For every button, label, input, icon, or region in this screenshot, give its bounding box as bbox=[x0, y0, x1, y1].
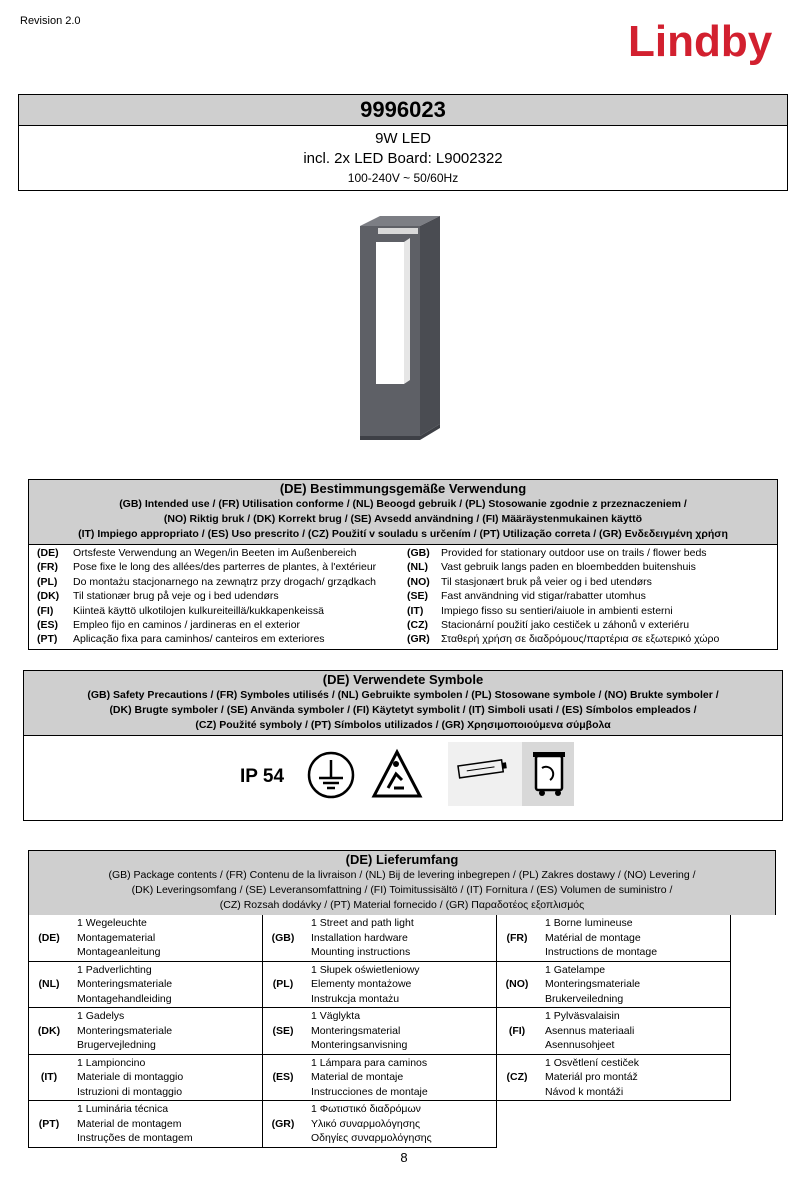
package-cell bbox=[497, 1055, 731, 1102]
use-text: Kiinteä käyttö ulkotilojen kulkureiteillä/kukkapenkeissä bbox=[73, 604, 324, 617]
package-item: Brugervejledning bbox=[77, 1039, 156, 1051]
package-item: 1 Osvětlení cestiček bbox=[545, 1056, 639, 1069]
package-item: Instrucciones de montaje bbox=[311, 1085, 428, 1098]
lang-code: (ES) bbox=[37, 619, 58, 632]
package-item: 1 Φωτιστικό διαδρόμων bbox=[311, 1103, 421, 1115]
package-cell bbox=[29, 915, 263, 962]
package-item: Asennus materiaali bbox=[545, 1024, 635, 1037]
ip-rating: IP 54 bbox=[240, 766, 285, 787]
package-items bbox=[537, 1008, 730, 1054]
package-item: Matérial de montage bbox=[545, 931, 641, 944]
lang-code: (PL) bbox=[37, 575, 58, 588]
use-text: Do montażu stacjonarnego na zewnątrz przy drogach/ grządkach bbox=[73, 575, 376, 588]
lang-code: (NO) bbox=[505, 978, 529, 991]
package-cell bbox=[29, 1101, 263, 1148]
package-item: Material de montaje bbox=[311, 1071, 404, 1083]
protective-earth-icon bbox=[306, 750, 356, 800]
use-text: Fast användning vid stigar/rabatter utomhus bbox=[441, 590, 646, 603]
package-item: Mounting instructions bbox=[311, 946, 411, 958]
package-item: Monteringsmateriale bbox=[77, 1024, 173, 1037]
package-item: Brukerveiledning bbox=[545, 992, 624, 1005]
package-contents-subtitle: (GB) Package contents / (FR) Contenu de la livraison / (NL) Bij de levering inbegrepen / (PL) Zakres dostawy / (NO) Levering / bbox=[108, 869, 696, 881]
brand-wordmark: Lindby bbox=[628, 17, 773, 66]
page-number: 8 bbox=[400, 1150, 408, 1165]
package-cell bbox=[29, 1008, 263, 1055]
intended-use-subtitle: (GB) Intended use / (FR) Utilisation conforme / (NL) Beoogd gebruik / (PL) Stosowanie zgodnie z przeznaczeniem / bbox=[119, 498, 687, 510]
lang-code: (PT) bbox=[37, 633, 58, 646]
package-item: Materiál pro montáž bbox=[545, 1071, 638, 1083]
package-cell bbox=[263, 1008, 497, 1055]
package-contents-title: (DE) Lieferumfang bbox=[345, 852, 459, 867]
lang-code: (GR) bbox=[407, 633, 430, 646]
package-item: 1 Gadelys bbox=[77, 1010, 125, 1022]
package-item: Οδηγίες συναρμολόγησης bbox=[311, 1132, 432, 1144]
lang-code: (GR) bbox=[271, 1117, 295, 1130]
intended-use-title: (DE) Bestimmungsgemäße Verwendung bbox=[279, 481, 527, 496]
lang-code: (SE) bbox=[407, 590, 428, 603]
package-item: 1 Street and path light bbox=[311, 917, 414, 929]
package-items bbox=[537, 915, 730, 961]
use-text: Pose fixe le long des allées/des parterres de plantes, à l'extérieur bbox=[73, 561, 377, 574]
led-board-info: incl. 2x LED Board: L9002322 bbox=[303, 150, 503, 167]
lang-code: (FI) bbox=[37, 604, 54, 617]
package-items bbox=[69, 915, 262, 961]
package-items bbox=[303, 1008, 496, 1054]
package-item: Montagematerial bbox=[77, 931, 156, 944]
package-items bbox=[69, 1101, 262, 1147]
recycle-icon bbox=[370, 748, 424, 802]
package-items bbox=[69, 1008, 262, 1054]
symbols-subtitle: (GB) Safety Precautions / (FR) Symboles utilisés / (NL) Gebruikte symbolen / (PL) Stosowane symbole / (NO) Brukte symboler / bbox=[87, 689, 719, 701]
package-item: 1 Gatelampe bbox=[545, 963, 606, 976]
package-item: 1 Luminária técnica bbox=[77, 1103, 169, 1115]
symbols-title: (DE) Verwendete Symbole bbox=[322, 672, 484, 687]
package-cell bbox=[29, 962, 263, 1009]
package-item: 1 Lampioncino bbox=[77, 1056, 146, 1069]
symbols-section bbox=[23, 670, 783, 821]
lang-code: (NL) bbox=[407, 561, 428, 574]
package-item: Monteringsmateriale bbox=[545, 978, 641, 990]
model-number: 9996023 bbox=[19, 95, 787, 126]
package-item: 1 Lámpara para caminos bbox=[311, 1056, 428, 1069]
intended-use-subtitle: (IT) Impiego appropriato / (ES) Uso prescrito / (CZ) Použití v souladu s určením / (PT) Utilização correta / (GR) Ενδεδειγμένη χρήση bbox=[78, 528, 728, 540]
power-rating: 9W LED bbox=[375, 130, 431, 147]
package-cell bbox=[497, 1008, 731, 1055]
product-header bbox=[18, 94, 788, 191]
package-item: Montagehandleiding bbox=[77, 992, 172, 1005]
symbols-body bbox=[24, 736, 782, 816]
symbols-subtitle: (DK) Brugte symboler / (SE) Använda symboler / (FI) Käytetyt symbolit / (IT) Simboli usati / (ES) Símbolos empleados / bbox=[109, 704, 697, 716]
use-text: Aplicação fixa para caminhos/ canteiros em exteriores bbox=[73, 633, 325, 646]
package-item: Monteringsmateriale bbox=[77, 978, 173, 990]
package-cell bbox=[263, 1101, 497, 1148]
package-cell bbox=[497, 962, 731, 1009]
package-item: Installation hardware bbox=[311, 931, 408, 944]
package-items bbox=[537, 962, 730, 1008]
lang-code: (CZ) bbox=[506, 1071, 528, 1084]
lang-code: (ES) bbox=[272, 1071, 294, 1084]
package-item: Monteringsmaterial bbox=[311, 1024, 401, 1037]
package-item: Monteringsanvisning bbox=[311, 1039, 408, 1051]
intended-use-section bbox=[28, 479, 778, 650]
package-item: 1 Pylväsvalaisin bbox=[545, 1010, 620, 1022]
revision-label: Revision 2.0 bbox=[20, 15, 81, 27]
use-text: Til stationær brug på veje og i bed udendørs bbox=[73, 590, 279, 603]
symbols-subtitle: (CZ) Použité symboly / (PT) Símbolos utilizados / (GR) Χρησιμοποιούμενα σύμβολα bbox=[195, 719, 611, 731]
lang-code: (DK) bbox=[37, 1024, 61, 1037]
package-item: 1 Wegeleuchte bbox=[77, 917, 147, 929]
package-item: Instruções de montagem bbox=[77, 1132, 193, 1144]
lang-code: (NL) bbox=[38, 978, 60, 991]
lang-code: (FI) bbox=[508, 1024, 526, 1037]
package-contents-subtitle: (CZ) Rozsah dodávky / (PT) Material fornecido / (GR) Παραδοτέος εξοπλισμός bbox=[219, 899, 585, 911]
use-text: Vast gebruik langs paden en bloembedden buitenshuis bbox=[441, 561, 696, 574]
package-contents-subtitle: (DK) Leveringsomfang / (SE) Leveransomfattning / (FI) Toimitussisältö / (IT) Fornitura / (ES) Volumen de suministro / bbox=[131, 884, 673, 896]
lang-code: (PL) bbox=[272, 978, 294, 991]
package-item: Instrukcja montażu bbox=[311, 992, 400, 1005]
package-item: Návod k montáži bbox=[545, 1085, 624, 1098]
use-text: Impiego fisso su sentieri/aiuole in ambienti esterni bbox=[441, 604, 673, 617]
lang-code: (FR) bbox=[37, 561, 58, 574]
package-item: Istruzioni di montaggio bbox=[77, 1085, 183, 1098]
voltage-info: 100-240V ~ 50/60Hz bbox=[347, 171, 459, 185]
intended-use-subtitle: (NO) Riktig bruk / (DK) Korrekt brug / (SE) Avsedd användning / (FI) Määräystenmukainen käyttö bbox=[163, 513, 643, 525]
package-items bbox=[303, 1055, 496, 1101]
use-text: Til stasjonært bruk på veier og i bed utendørs bbox=[441, 575, 652, 588]
package-items bbox=[69, 962, 262, 1008]
package-items bbox=[303, 1101, 496, 1147]
lang-code: (NO) bbox=[407, 575, 430, 588]
lang-code: (IT) bbox=[407, 604, 424, 617]
package-item: Elementy montażowe bbox=[311, 978, 412, 990]
lang-code: (DK) bbox=[37, 590, 60, 603]
brand-logo bbox=[626, 14, 794, 74]
lang-code: (DE) bbox=[37, 547, 59, 559]
package-cell bbox=[29, 1055, 263, 1102]
lang-code: (FR) bbox=[506, 931, 528, 944]
package-items bbox=[69, 1055, 262, 1101]
package-item: Material de montagem bbox=[77, 1117, 182, 1130]
use-text: Empleo fijo en caminos / jardineras en el exterior bbox=[73, 619, 301, 632]
package-item: Υλικό συναρμολόγησης bbox=[311, 1117, 421, 1130]
product-image bbox=[340, 214, 456, 464]
use-text: Ortsfeste Verwendung an Wegen/in Beeten im Außenbereich bbox=[73, 547, 357, 559]
lang-code: (SE) bbox=[272, 1024, 294, 1037]
weee-bin-icon bbox=[528, 746, 572, 802]
package-item: 1 Borne lumineuse bbox=[545, 917, 633, 929]
lang-code: (DE) bbox=[38, 931, 60, 944]
package-items bbox=[303, 915, 496, 961]
lang-code: (IT) bbox=[40, 1071, 58, 1084]
package-cell bbox=[263, 1055, 497, 1102]
package-cell bbox=[263, 962, 497, 1009]
use-text: Provided for stationary outdoor use on trails / flower beds bbox=[441, 547, 707, 559]
symbols-header bbox=[24, 671, 782, 736]
intended-use-table bbox=[29, 545, 777, 649]
lang-code: (GB) bbox=[271, 931, 295, 944]
package-items bbox=[537, 1055, 730, 1101]
package-cell bbox=[263, 915, 497, 962]
intended-use-header bbox=[29, 480, 777, 545]
use-text: Σταθερή χρήση σε διαδρόμους/παρτέρια σε εξωτερικό χώρο bbox=[441, 633, 720, 646]
package-item: Asennusohjeet bbox=[545, 1039, 615, 1051]
lang-code: (PT) bbox=[38, 1117, 60, 1130]
package-item: 1 Słupek oświetleniowy bbox=[311, 963, 420, 976]
package-item: Instructions de montage bbox=[545, 946, 658, 958]
package-item: Montageanleitung bbox=[77, 946, 161, 958]
use-text: Stacionární použití jako cestiček u záhonů v exteriéru bbox=[441, 619, 690, 632]
package-item: Materiale di montaggio bbox=[77, 1071, 184, 1083]
package-cell bbox=[497, 915, 731, 962]
package-items bbox=[303, 962, 496, 1008]
package-contents-header bbox=[28, 850, 776, 915]
package-item: 1 Padverlichting bbox=[77, 963, 152, 976]
package-contents-table bbox=[28, 915, 776, 1148]
lang-code: (GB) bbox=[407, 547, 430, 559]
lang-code: (CZ) bbox=[407, 619, 428, 632]
package-contents-section bbox=[28, 850, 776, 1148]
package-item: 1 Väglykta bbox=[311, 1010, 361, 1022]
